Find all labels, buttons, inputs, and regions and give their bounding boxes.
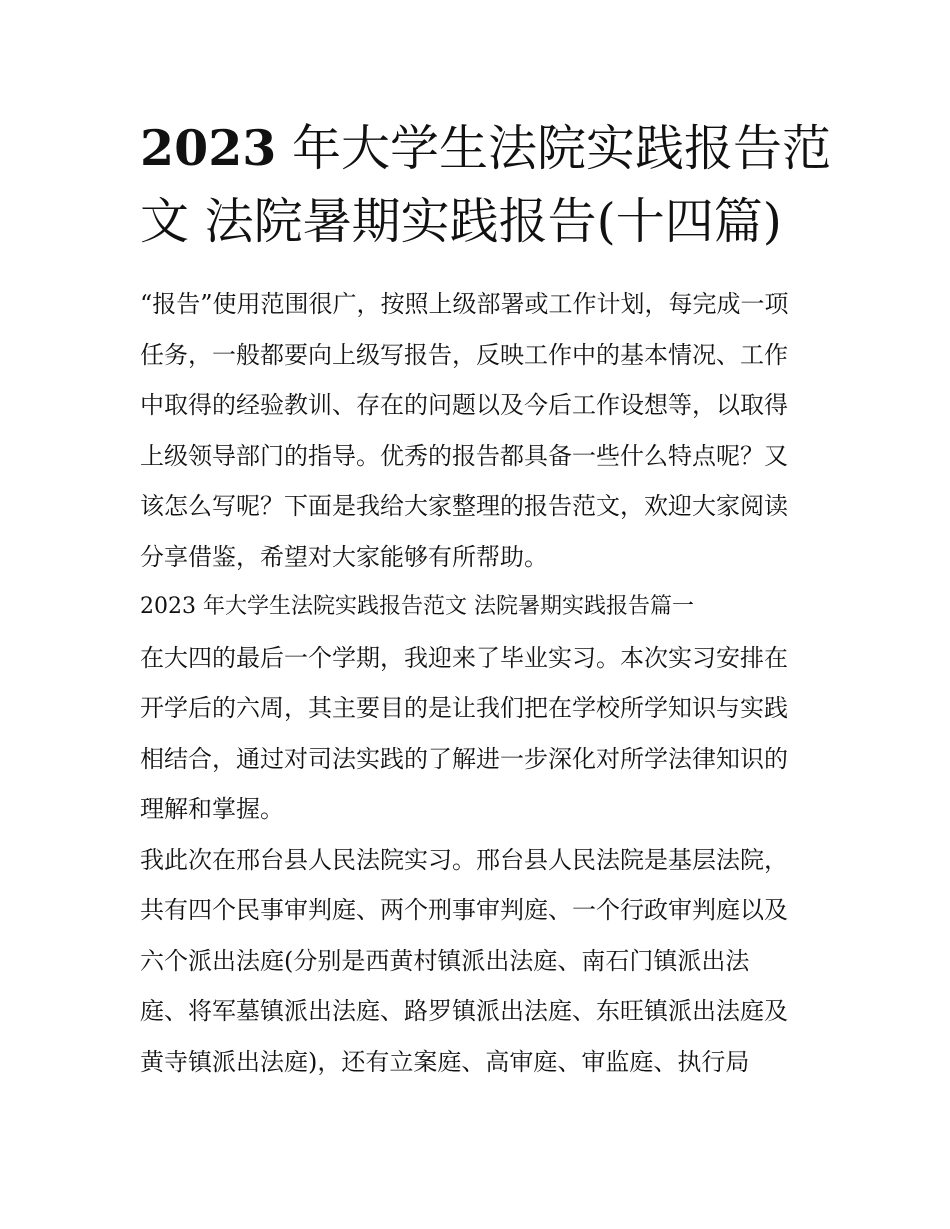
body-line: 分享借鉴，希望对大家能够有所帮助。 (140, 542, 548, 571)
body-line: 理解和掌握。 (140, 795, 284, 823)
body-line: “报告”使用范围很广，按照上级部署或工作计划，每完成一项 (140, 290, 789, 318)
title-line-2: 文 法院暑期实践报告(十四篇) (140, 193, 782, 250)
body-line: 黄寺镇派出法庭)，还有立案庭、高审庭、审监庭、执行局 (140, 1047, 750, 1076)
body-line: 任务，一般都要向上级写报告，反映工作中的基本情况、工作 (140, 340, 788, 369)
body-line: 相结合，通过对司法实践的了解进一步深化对所学法律知识的 (140, 744, 788, 773)
title-year: 2023 (140, 119, 277, 177)
body-line: 庭、将军墓镇派出法庭、路罗镇派出法庭、东旺镇派出法庭及 (140, 997, 788, 1025)
body-line: 我此次在邢台县人民法院实习。邢台县人民法院是基层法院， (140, 845, 788, 874)
body-line: 六个派出法庭(分别是西黄村镇派出法庭、南石门镇派出法 (140, 946, 750, 975)
title-line-1: 2023 年大学生法院实践报告范 (140, 119, 831, 177)
document-title (140, 112, 831, 258)
body-line: 该怎么写呢？下面是我给大家整理的报告范文，欢迎大家阅读 (140, 492, 788, 520)
body-line: 中取得的经验教训、存在的问题以及今后工作设想等，以取得 (140, 391, 788, 419)
section-heading: 2023 年大学生法院实践报告范文 法院暑期实践报告篇一 (140, 594, 694, 619)
body-line: 上级领导部门的指导。优秀的报告都具备一些什么特点呢？又 (140, 441, 788, 470)
body-line: 在大四的最后一个学期，我迎来了毕业实习。本次实习安排在 (140, 643, 788, 672)
document-body (140, 279, 812, 1087)
body-line: 共有四个民事审判庭、两个刑事审判庭、一个行政审判庭以及 (140, 896, 788, 924)
document-page (140, 112, 831, 1087)
body-line: 开学后的六周，其主要目的是让我们把在学校所学知识与实践 (140, 694, 788, 722)
